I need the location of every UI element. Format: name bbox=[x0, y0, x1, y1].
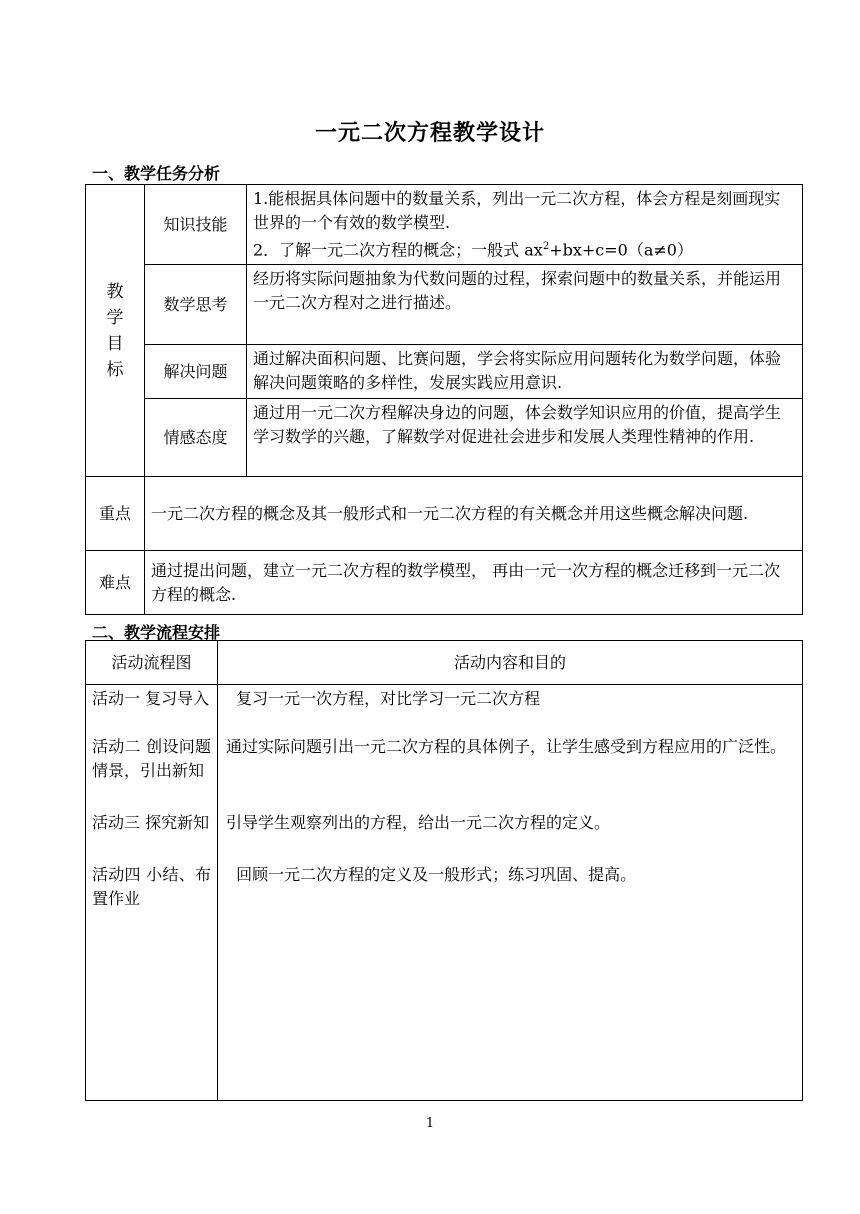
activity-content: 引导学生观察列出的方程，给出一元二次方程的定义。 bbox=[226, 813, 611, 832]
activity-name: 活动一 复习导入 bbox=[92, 689, 210, 708]
section-heading-flow: 二、教学流程安排 bbox=[92, 623, 221, 642]
key-point-label: 重点 bbox=[86, 477, 145, 551]
flow-header-activity: 活动流程图 bbox=[86, 641, 218, 685]
activity-content: 通过实际问题引出一元二次方程的具体例子，让学生感受到方程应用的广泛性。 bbox=[226, 737, 787, 756]
knowledge-line-1: 1.能根据具体问题中的数量关系，列出一元二次方程，体会方程是刻画现实世界的一个有效的数学模型. bbox=[253, 189, 781, 232]
row-content-problem-solving: 通过解决面积问题、比赛问题，学会将实际应用问题转化为数学问题，体验解决问题策略的多样性，发展实践应用意识. bbox=[247, 345, 803, 399]
row-label-math-thinking: 数学思考 bbox=[145, 265, 247, 345]
exponent: 2 bbox=[542, 241, 550, 252]
activity-name: 活动三 探究新知 bbox=[92, 813, 210, 832]
goal-label-char: 学 bbox=[106, 307, 124, 328]
goal-label-char: 教 bbox=[106, 281, 124, 302]
activity-content: 回顾一元二次方程的定义及一般形式；练习巩固、提高。 bbox=[226, 865, 637, 884]
row-label-attitude: 情感态度 bbox=[145, 399, 247, 477]
task-analysis-table bbox=[85, 184, 803, 615]
knowledge-line-2-tail: +bx+c=0（a≠0） bbox=[549, 240, 693, 260]
flow-content-list bbox=[218, 685, 803, 1101]
key-point-content: 一元二次方程的概念及其一般形式和一元二次方程的有关概念并用这些概念解决问题. bbox=[145, 477, 803, 551]
page-number: 1 bbox=[425, 1116, 435, 1131]
activity-content: 复习一元一次方程，对比学习一元二次方程 bbox=[226, 689, 541, 708]
knowledge-line-2 bbox=[253, 235, 796, 262]
goal-label-char: 标 bbox=[106, 359, 124, 380]
flow-activity-list bbox=[86, 685, 218, 1101]
goal-label-cell bbox=[86, 185, 145, 477]
row-content-math-thinking: 经历将实际问题抽象为代数问题的过程，探索问题中的数量关系，并能运用一元二次方程对之进行描述。 bbox=[247, 265, 803, 345]
knowledge-line-2-text: 2．了解一元二次方程的概念；一般式 ax bbox=[253, 240, 543, 260]
row-content-attitude: 通过用一元二次方程解决身边的问题，体会数学知识应用的价值，提高学生学习数学的兴趣，了解数学对促进社会进步和发展人类理性精神的作用. bbox=[247, 399, 803, 477]
goal-label-char: 目 bbox=[106, 333, 124, 354]
activity-name: 活动二 创设问题情景，引出新知 bbox=[92, 737, 211, 780]
row-label-problem-solving: 解决问题 bbox=[145, 345, 247, 399]
section-heading-task-analysis: 一、教学任务分析 bbox=[92, 164, 221, 183]
row-label-knowledge: 知识技能 bbox=[145, 185, 247, 265]
document-title: 一元二次方程教学设计 bbox=[314, 121, 545, 146]
activity-name: 活动四 小结、布置作业 bbox=[92, 865, 211, 908]
flow-header-content: 活动内容和目的 bbox=[218, 641, 803, 685]
teaching-flow-table bbox=[85, 640, 803, 1101]
difficulty-content: 通过提出问题，建立一元二次方程的数学模型， 再由一元一次方程的概念迁移到一元二次方程的概念. bbox=[145, 551, 803, 615]
row-content-knowledge bbox=[247, 185, 803, 265]
difficulty-label: 难点 bbox=[86, 551, 145, 615]
